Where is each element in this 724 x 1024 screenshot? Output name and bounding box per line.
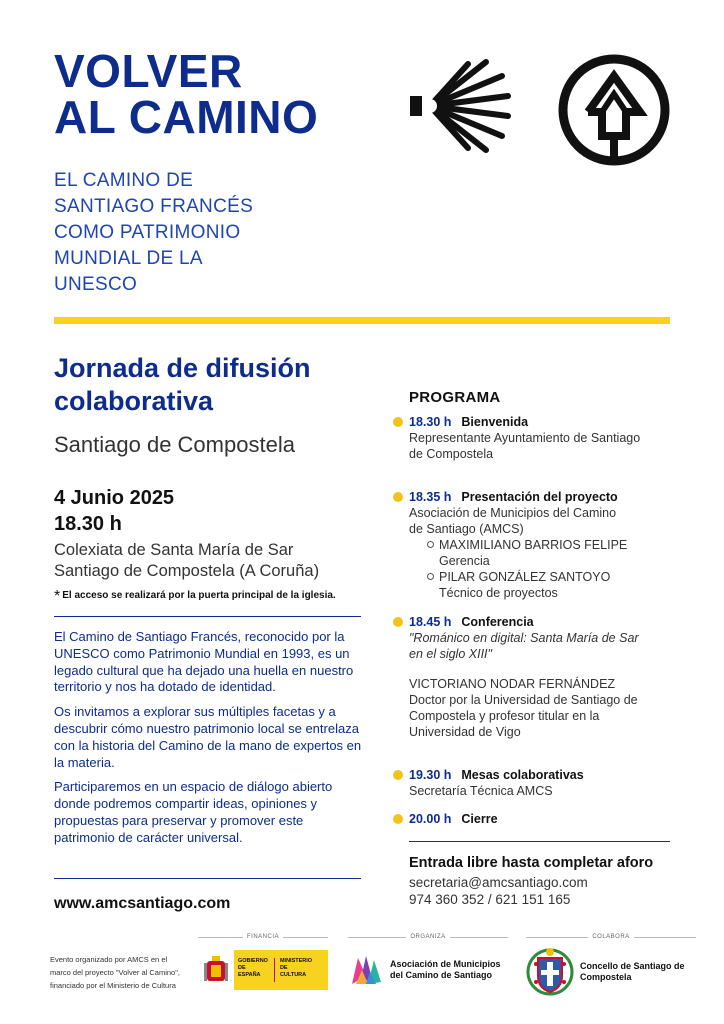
page-subtitle — [54, 168, 314, 298]
website-link[interactable]: www.amcsantiago.com — [54, 895, 231, 912]
scallop-shell-icon — [408, 56, 512, 156]
event-city: Santiago de Compostela — [54, 432, 295, 457]
spain-coat-of-arms-icon — [198, 950, 234, 990]
entrada-libre: Entrada libre hasta completar aforo — [409, 855, 654, 871]
heading-line: Jornada de difusión — [54, 353, 311, 383]
page-title — [54, 45, 374, 143]
event-datetime — [54, 485, 174, 537]
divider — [634, 937, 696, 938]
financia-label: FINANCIA — [247, 934, 280, 940]
item-title: Cierre — [461, 812, 498, 826]
organiza-block — [348, 934, 508, 988]
divider — [283, 937, 328, 938]
divider — [450, 937, 508, 938]
programa-item — [393, 414, 683, 462]
subtitle-line: UNESCO — [54, 274, 138, 295]
talk-title: en el siglo XIII" — [409, 647, 492, 661]
item-time: 19.30 h — [409, 768, 452, 782]
intro-text — [54, 629, 364, 855]
speaker — [409, 569, 683, 601]
speaker-bio: Doctor por la Universidad de Santiago de — [409, 693, 638, 707]
concello-logo — [526, 944, 696, 1000]
bullet-dot-icon — [393, 617, 403, 627]
world-heritage-emblem-icon — [556, 54, 672, 166]
amcs-logo — [348, 952, 508, 988]
speaker-bio: Compostela y profesor titular en la — [409, 709, 600, 723]
programa-title: PROGRAMA — [409, 389, 501, 406]
programa-list — [393, 414, 683, 827]
intro-paragraph: El Camino de Santiago Francés, reconocido por la UNESCO como Patrimonio Mundial en 1993, es un legado cultural que ha dejado una huella en nuestro territorio y nos ha dotado de identidad. — [54, 629, 354, 695]
gov-line: ESPAÑA — [238, 972, 261, 978]
speaker — [409, 537, 683, 569]
event-date: 4 Junio 2025 — [54, 487, 175, 509]
programa-item — [393, 811, 683, 827]
subtitle-line: MUNDIAL DE LA — [54, 248, 203, 269]
amcs-logo-icon — [348, 952, 384, 988]
footer-line: Evento organizado por AMCS en el — [50, 955, 168, 964]
programa-item — [393, 767, 683, 799]
item-time: 18.45 h — [409, 615, 452, 629]
item-detail: Representante Ayuntamiento de Santiago — [409, 431, 641, 445]
divider — [198, 937, 243, 938]
organiza-label: ORGANIZA — [410, 934, 446, 940]
item-detail: de Compostela — [409, 447, 494, 461]
item-title: Bienvenida — [461, 415, 529, 429]
min-line: DE — [279, 965, 288, 971]
concello-line: Concello de Santiago de — [580, 961, 685, 971]
ministerio-text — [274, 958, 312, 982]
venue-line: Santiago de Compostela (A Coruña) — [54, 562, 320, 580]
min-line: MINISTERIO — [279, 958, 313, 964]
amcs-line: Asociación de Municipios — [390, 959, 501, 969]
gov-line: DE — [238, 965, 246, 971]
gobierno-text — [238, 958, 268, 982]
circle-bullet-icon — [427, 573, 434, 580]
blue-divider-bottom — [54, 878, 361, 879]
item-detail: Secretaría Técnica AMCS — [409, 784, 553, 798]
intro-paragraph: Participaremos en un espacio de diálogo abierto donde podremos compartir ideas, opiniones y propuestas para preservar y promover este patrimonio de carácter universal. — [54, 779, 333, 845]
programa-item — [393, 614, 683, 740]
santiago-city-shield-icon — [526, 944, 574, 1000]
divider — [526, 937, 588, 938]
amcs-line: del Camino de Santiago — [390, 970, 493, 980]
access-note — [54, 588, 336, 606]
bullet-dot-icon — [393, 770, 403, 780]
concello-name — [580, 961, 685, 983]
bullet-dot-icon — [393, 417, 403, 427]
talk-title: "Románico en digital: Santa María de Sar — [409, 631, 639, 645]
event-venue — [54, 540, 374, 582]
financia-block — [198, 934, 328, 990]
speaker-name: VICTORIANO NODAR FERNÁNDEZ — [409, 677, 616, 691]
speaker-name: PILAR GONZÁLEZ SANTOYO — [439, 570, 611, 584]
title-line-2: AL CAMINO — [54, 91, 319, 143]
subtitle-line: COMO PATRIMONIO — [54, 222, 241, 243]
footer-line: marco del proyecto "Volver al Camino", — [50, 968, 180, 977]
divider — [348, 937, 406, 938]
item-detail: Asociación de Municipios del Camino — [409, 506, 617, 520]
access-note-text: El acceso se realizará por la puerta principal de la iglesia. — [62, 590, 336, 601]
gov-line: GOBIERNO — [238, 958, 268, 964]
programa-divider — [409, 841, 670, 842]
bullet-dot-icon — [393, 492, 403, 502]
footer-line: financiado por el Ministerio de Cultura — [50, 981, 176, 990]
colabora-label: COLABORA — [592, 934, 630, 940]
heading-line: colaborativa — [54, 386, 214, 416]
ministerio-logo — [198, 950, 328, 990]
footer-text — [50, 953, 180, 992]
speaker-bio: Universidad de Vigo — [409, 725, 521, 739]
min-line: CULTURA — [279, 972, 307, 978]
intro-paragraph: Os invitamos a explorar sus múltiples facetas y a descubrir cómo nuestro patrimonio local se entrelaza con la historia del Camino de la mano de expertos en la materia. — [54, 704, 362, 770]
programa-item — [393, 489, 683, 601]
speaker-role: Gerencia — [439, 554, 490, 568]
bullet-dot-icon — [393, 814, 403, 824]
speaker-role: Técnico de proyectos — [439, 586, 558, 600]
item-detail: de Santiago (AMCS) — [409, 522, 524, 536]
item-time: 18.30 h — [409, 415, 452, 429]
item-time: 20.00 h — [409, 812, 452, 826]
yellow-divider — [54, 317, 670, 324]
concello-line: Compostela — [580, 972, 632, 982]
title-line-1: VOLVER — [54, 45, 243, 97]
event-time: 18.30 h — [54, 513, 122, 535]
speaker-name: MAXIMILIANO BARRIOS FELIPE — [439, 538, 628, 552]
asterisk: * — [54, 588, 61, 605]
subtitle-line: SANTIAGO FRANCÉS — [54, 196, 254, 217]
item-time: 18.35 h — [409, 490, 452, 504]
item-title: Presentación del proyecto — [461, 490, 618, 504]
event-heading — [54, 352, 384, 418]
circle-bullet-icon — [427, 541, 434, 548]
venue-line: Colexiata de Santa María de Sar — [54, 541, 294, 559]
subtitle-line: EL CAMINO DE — [54, 170, 194, 191]
contact-info — [409, 874, 588, 908]
colabora-block — [526, 934, 696, 1000]
contact-email[interactable]: secretaria@amcsantiago.com — [409, 875, 588, 890]
item-title: Conferencia — [461, 615, 534, 629]
amcs-name — [390, 959, 501, 981]
blue-divider-top — [54, 616, 361, 617]
contact-phones: 974 360 352 / 621 151 165 — [409, 892, 571, 907]
item-title: Mesas colaborativas — [461, 768, 584, 782]
